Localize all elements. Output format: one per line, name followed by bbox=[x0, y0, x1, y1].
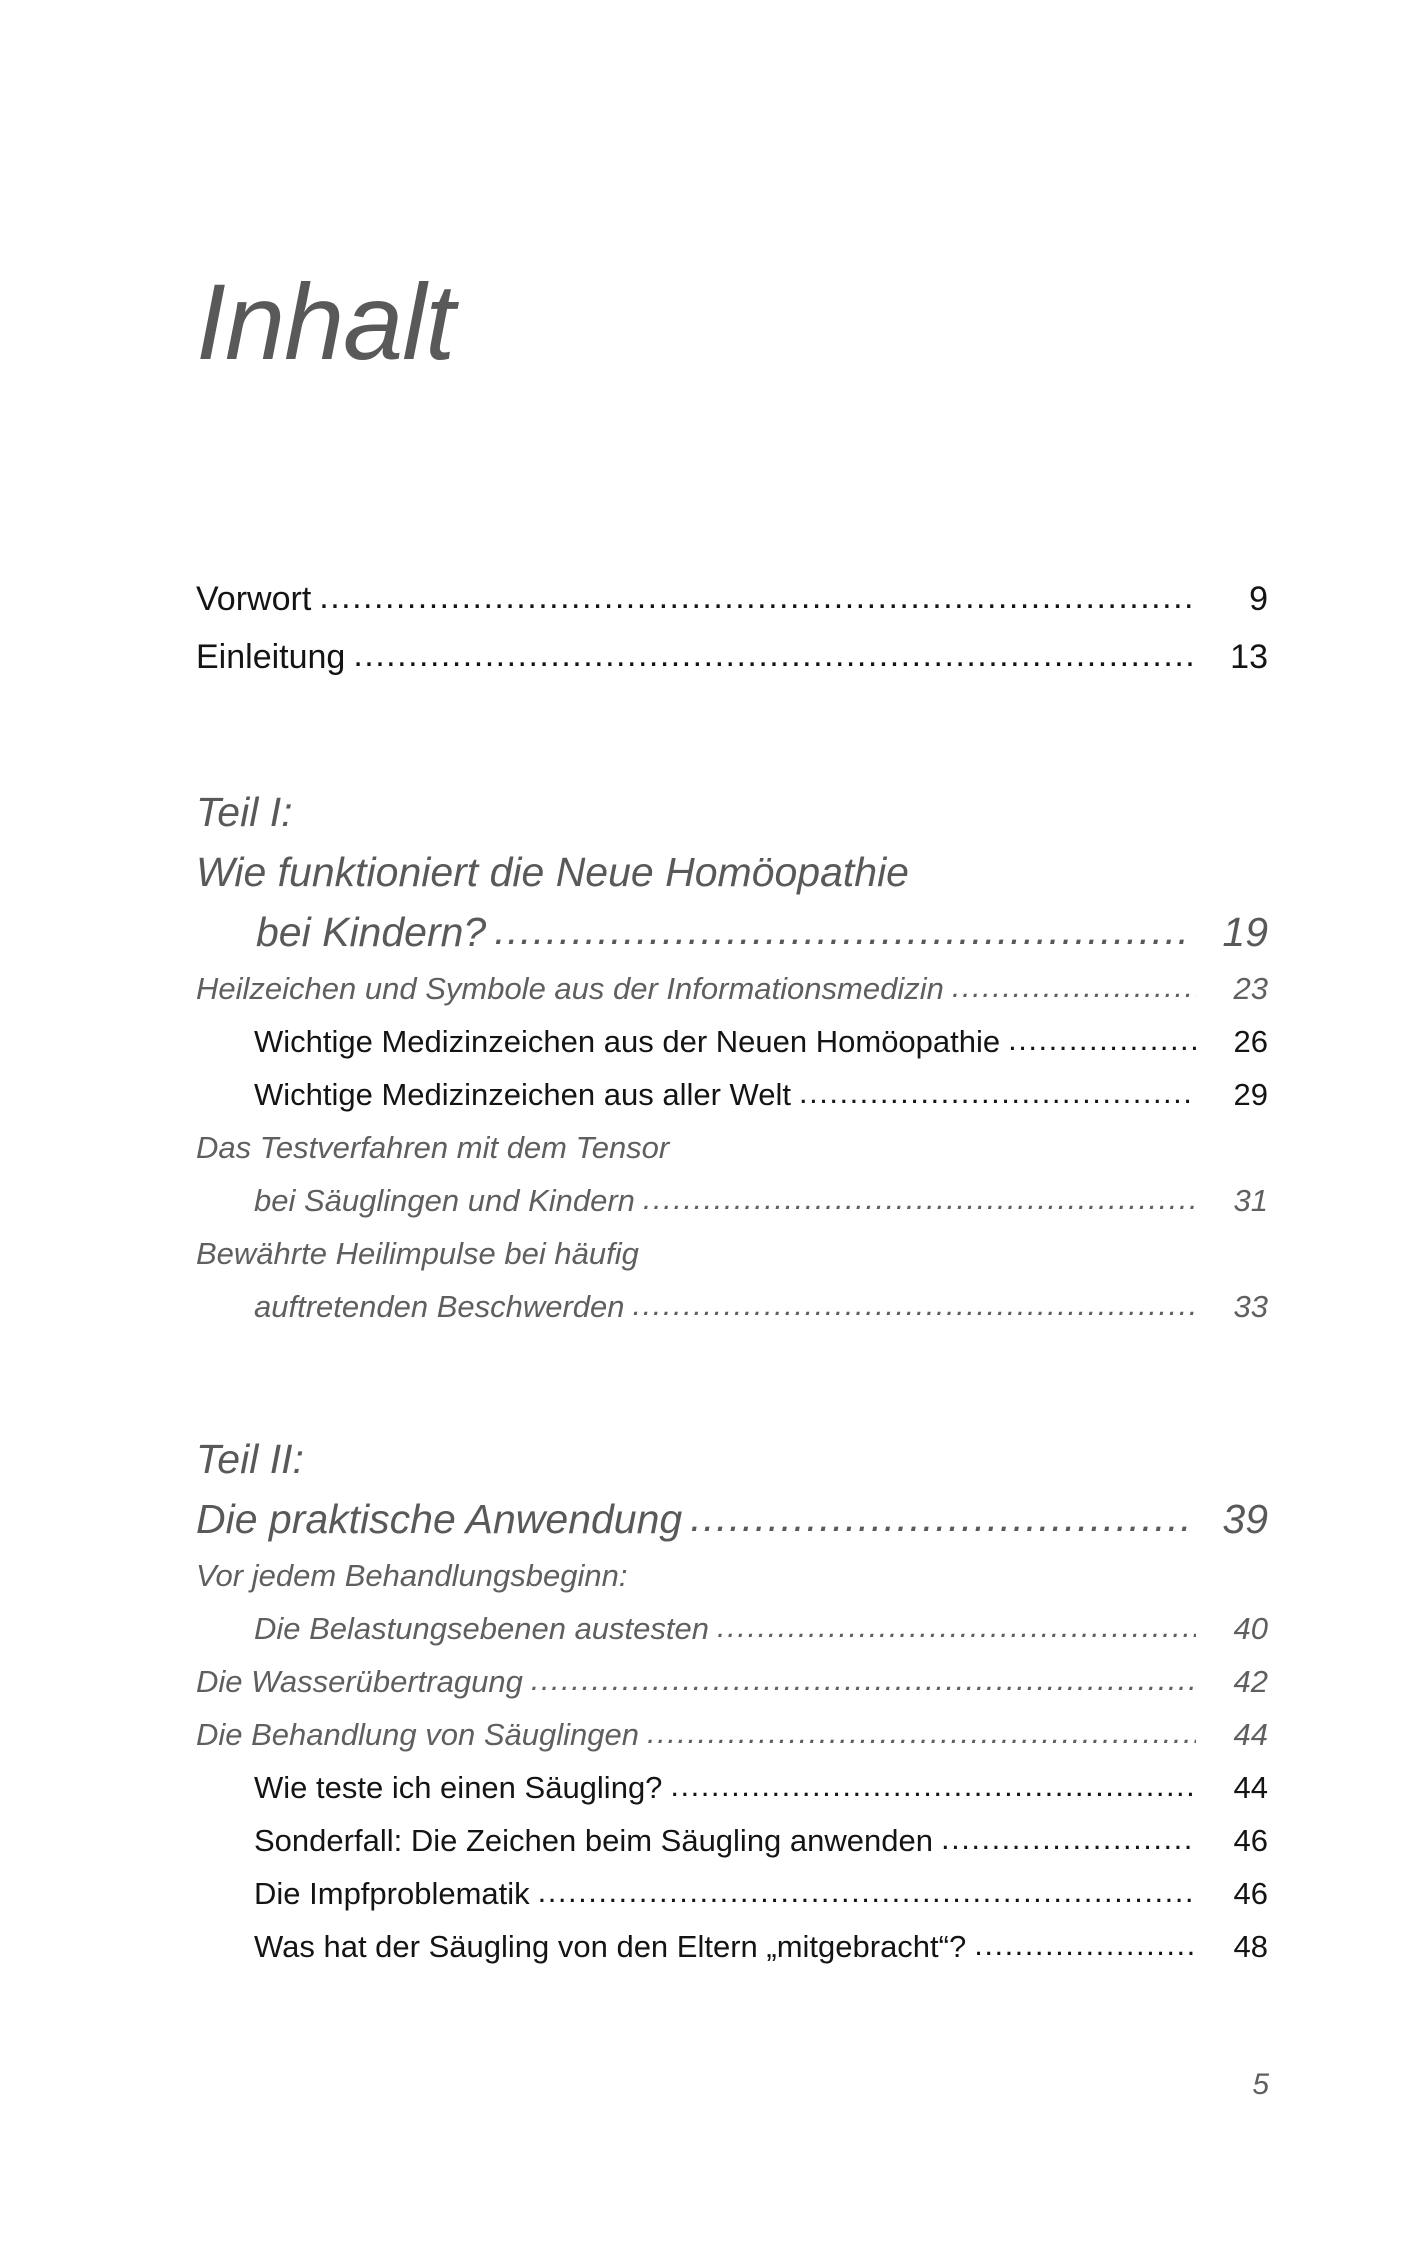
toc-entry-row-line1 bbox=[196, 1121, 1268, 1174]
toc-entry-row[interactable] bbox=[196, 962, 1268, 1015]
dot-leader bbox=[647, 1706, 1196, 1759]
toc-entry-row-line1 bbox=[196, 1227, 1268, 1280]
dot-leader bbox=[799, 1066, 1196, 1119]
dot-leader bbox=[941, 1812, 1196, 1865]
part-label: Teil I: bbox=[196, 789, 293, 835]
part-heading-2[interactable] bbox=[196, 1429, 1268, 1549]
part-title-line2: bei Kindern? bbox=[256, 909, 487, 955]
toc-entry-page: 31 bbox=[1233, 1183, 1268, 1218]
toc-entry-label: Wie teste ich einen Säugling? bbox=[254, 1770, 663, 1805]
toc-entry-label: Heilzeichen und Symbole aus der Informationsmedizin bbox=[196, 971, 944, 1006]
dot-leader bbox=[353, 626, 1194, 684]
toc-entry-wie-teste-ich[interactable] bbox=[196, 1761, 1268, 1814]
toc-entry-page: 42 bbox=[1233, 1664, 1268, 1699]
toc-entry-label: Was hat der Säugling von den Eltern „mitgebracht“? bbox=[254, 1929, 967, 1964]
toc-entry-row[interactable] bbox=[196, 1814, 1268, 1867]
toc-entry-page: 23 bbox=[1233, 971, 1268, 1006]
toc-entry-row[interactable] bbox=[196, 1761, 1268, 1814]
spacer bbox=[196, 686, 1268, 782]
toc-entry-impfproblematik[interactable] bbox=[196, 1867, 1268, 1920]
toc-entry-label: Sonderfall: Die Zeichen beim Säugling anwenden bbox=[254, 1823, 933, 1858]
toc-entry-page: 26 bbox=[1233, 1024, 1268, 1059]
toc-entry-label-cont: Die Belastungsebenen austesten bbox=[254, 1611, 709, 1646]
dot-leader bbox=[633, 1278, 1196, 1331]
toc-entry-vorwort[interactable] bbox=[196, 570, 1268, 628]
toc-entry-page: 48 bbox=[1233, 1929, 1268, 1964]
toc-entry-label: Die Impfproblematik bbox=[254, 1876, 530, 1911]
toc-entry-label: Das Testverfahren mit dem Tensor bbox=[196, 1130, 670, 1165]
toc-entry-row[interactable] bbox=[196, 1867, 1268, 1920]
dot-leader bbox=[319, 568, 1194, 626]
table-of-contents bbox=[196, 570, 1268, 1973]
dot-leader bbox=[974, 1918, 1196, 1971]
toc-entry-medizinzeichen-neue[interactable] bbox=[196, 1015, 1268, 1068]
dot-leader bbox=[531, 1653, 1196, 1706]
toc-entry-mitgebracht[interactable] bbox=[196, 1920, 1268, 1973]
toc-entry-label: Wichtige Medizinzeichen aus der Neuen Homöopathie bbox=[254, 1024, 1001, 1059]
toc-entry-medizinzeichen-welt[interactable] bbox=[196, 1068, 1268, 1121]
part-title-line1: Wie funktioniert die Neue Homöopathie bbox=[196, 849, 909, 895]
part-title-line1: Die praktische Anwendung bbox=[196, 1496, 683, 1542]
part-heading-1[interactable] bbox=[196, 782, 1268, 962]
dot-leader bbox=[952, 960, 1196, 1013]
toc-entry-row[interactable] bbox=[196, 1920, 1268, 1973]
toc-entry-label: Einleitung bbox=[196, 638, 346, 676]
dot-leader bbox=[690, 1487, 1188, 1547]
toc-entry-sonderfall[interactable] bbox=[196, 1814, 1268, 1867]
toc-entry-label: Die Behandlung von Säuglingen bbox=[196, 1717, 639, 1752]
toc-entry-einleitung[interactable] bbox=[196, 628, 1268, 686]
toc-entry-behandlung-saeuglingen[interactable] bbox=[196, 1708, 1268, 1761]
toc-entry-row[interactable] bbox=[196, 1068, 1268, 1121]
part-title-row-2[interactable] bbox=[196, 902, 1268, 962]
toc-entry-page: 13 bbox=[1230, 638, 1268, 676]
toc-entry-page: 46 bbox=[1233, 1876, 1268, 1911]
toc-entry-row-line1 bbox=[196, 1549, 1268, 1602]
toc-entry-page: 40 bbox=[1233, 1611, 1268, 1646]
toc-entry-label-cont: bei Säuglingen und Kindern bbox=[254, 1183, 635, 1218]
part-label: Teil II: bbox=[196, 1436, 304, 1482]
toc-entry-page: 29 bbox=[1233, 1077, 1268, 1112]
toc-entry-label: Vorwort bbox=[196, 580, 312, 618]
folio-page-number: 5 bbox=[1252, 2068, 1269, 2101]
part-label-row bbox=[196, 782, 1268, 842]
dot-leader bbox=[643, 1172, 1196, 1225]
dot-leader bbox=[1008, 1013, 1196, 1066]
toc-entry-row-line2[interactable] bbox=[196, 1602, 1268, 1655]
spacer bbox=[196, 1333, 1268, 1429]
dot-leader bbox=[717, 1600, 1196, 1653]
toc-entry-behandlungsbeginn[interactable] bbox=[196, 1549, 1268, 1655]
dot-leader bbox=[670, 1759, 1196, 1812]
part-label-row bbox=[196, 1429, 1268, 1489]
toc-entry-testverfahren[interactable] bbox=[196, 1121, 1268, 1227]
toc-entry-label: Die Wasserübertragung bbox=[196, 1664, 523, 1699]
toc-entry-label: Bewährte Heilimpulse bei häufig bbox=[196, 1236, 639, 1271]
toc-entry-label: Wichtige Medizinzeichen aus aller Welt bbox=[254, 1077, 791, 1112]
toc-entry-page: 9 bbox=[1249, 580, 1268, 618]
toc-entry-row[interactable] bbox=[196, 1015, 1268, 1068]
front-matter-group bbox=[196, 570, 1268, 686]
part-title-row-1 bbox=[196, 842, 1268, 902]
toc-entry-row-line2[interactable] bbox=[196, 1280, 1268, 1333]
toc-entry-page: 46 bbox=[1233, 1823, 1268, 1858]
toc-entry-row-line2[interactable] bbox=[196, 1174, 1268, 1227]
toc-entry-heilzeichen[interactable] bbox=[196, 962, 1268, 1015]
toc-entry-label: Vor jedem Behandlungsbeginn: bbox=[196, 1558, 628, 1593]
toc-entry-row[interactable] bbox=[196, 1708, 1268, 1761]
toc-entry-row[interactable] bbox=[196, 1655, 1268, 1708]
part-page: 19 bbox=[1222, 909, 1268, 955]
toc-entry-wasseruebertragung[interactable] bbox=[196, 1655, 1268, 1708]
toc-entry-page: 44 bbox=[1233, 1770, 1268, 1805]
dot-leader bbox=[538, 1865, 1196, 1918]
part-title-row-1[interactable] bbox=[196, 1489, 1268, 1549]
toc-entry-page: 44 bbox=[1233, 1717, 1268, 1752]
dot-leader bbox=[494, 900, 1188, 960]
toc-entry-heilimpulse[interactable] bbox=[196, 1227, 1268, 1333]
toc-entry-label-cont: auftretenden Beschwerden bbox=[254, 1289, 625, 1324]
toc-entry-page: 33 bbox=[1233, 1289, 1268, 1324]
part-page: 39 bbox=[1222, 1496, 1268, 1542]
page-title: Inhalt bbox=[196, 261, 455, 382]
